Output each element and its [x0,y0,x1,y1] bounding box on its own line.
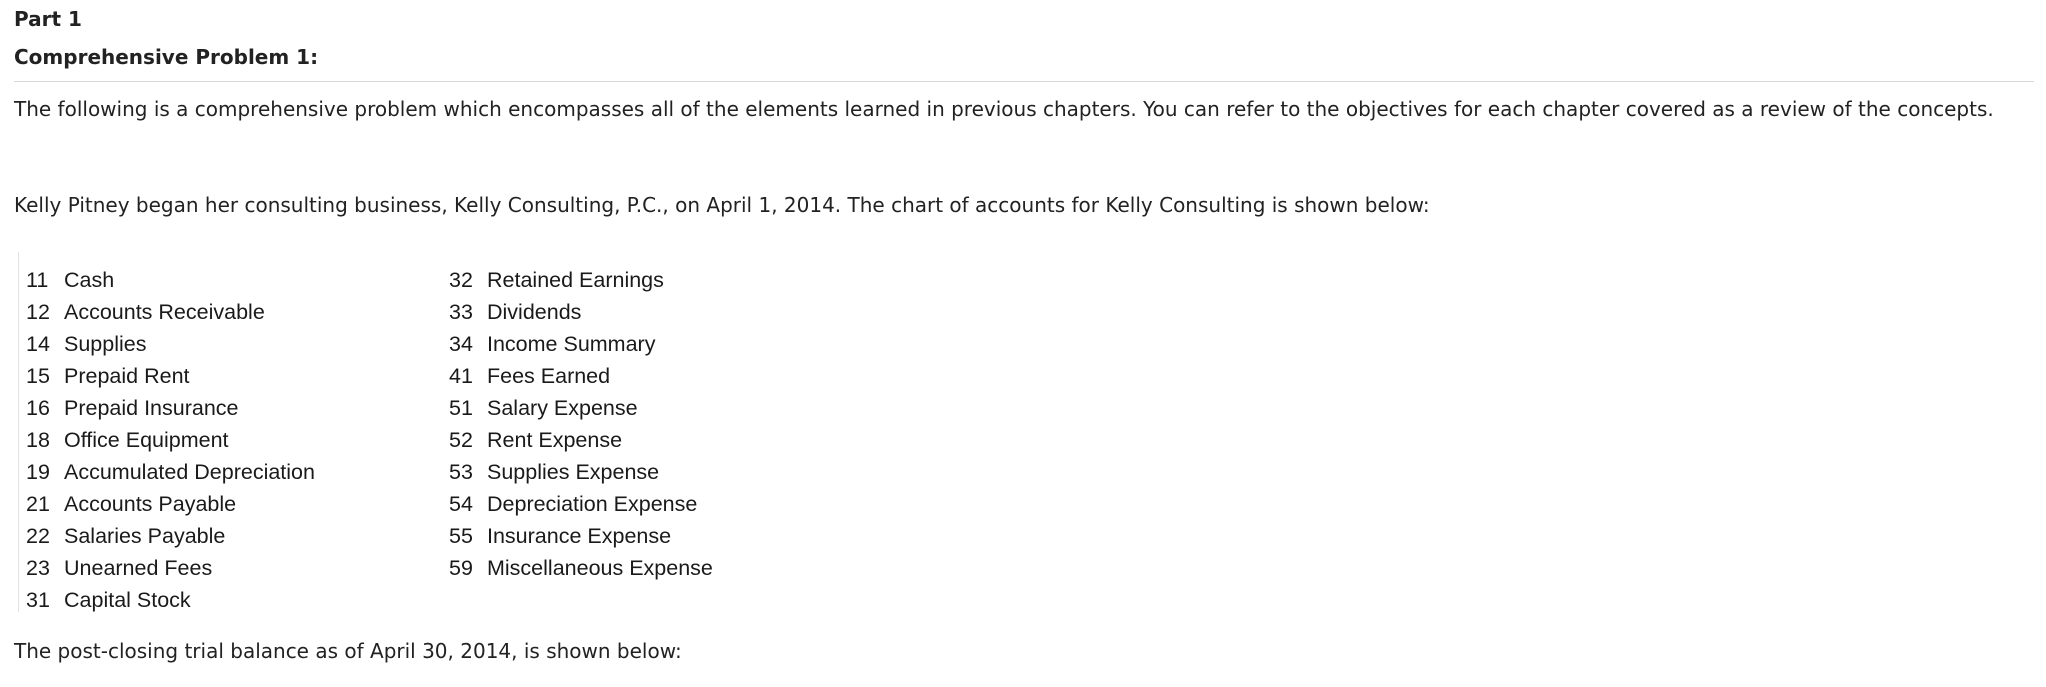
account-name: Unearned Fees [64,556,213,580]
account-name: Office Equipment [64,428,229,452]
account-name: Insurance Expense [487,524,672,548]
account-row [449,520,713,552]
account-number: 54 [449,492,473,516]
business-text: Kelly Pitney began her consulting business, Kelly Consulting, P.C., on April 1, 2014. The chart of accounts for Kelly Consulting is shown below: [14,193,1430,217]
account-name: Income Summary [487,332,656,356]
account-number: 15 [26,364,50,388]
account-row [449,328,713,360]
account-number: 33 [449,300,473,324]
account-row [26,424,315,456]
accounts-column-right [449,264,713,584]
account-number: 16 [26,396,50,420]
closing-text: The post-closing trial balance as of April 30, 2014, is shown below: [14,639,682,663]
account-row [449,360,713,392]
account-name: Rent Expense [487,428,623,452]
account-number: 19 [26,460,50,484]
account-row [26,552,315,584]
account-name: Salaries Payable [64,524,226,548]
account-number: 23 [26,556,50,580]
account-row [449,264,713,296]
account-row [26,584,315,616]
account-row [449,424,713,456]
account-name: Salary Expense [487,396,638,420]
account-number: 18 [26,428,50,452]
account-number: 41 [449,364,473,388]
divider [14,81,2034,82]
account-number: 32 [449,268,473,292]
account-number: 12 [26,300,50,324]
account-number: 59 [449,556,473,580]
business-paragraph [14,186,2034,224]
account-name: Accounts Payable [64,492,237,516]
account-number: 52 [449,428,473,452]
account-number: 22 [26,524,50,548]
account-number: 11 [26,268,49,292]
account-number: 55 [449,524,473,548]
account-name: Retained Earnings [487,268,664,292]
account-name: Supplies Expense [487,460,660,484]
account-row [26,264,315,296]
account-number: 14 [26,332,50,356]
account-name: Depreciation Expense [487,492,698,516]
account-row [26,520,315,552]
account-row [26,488,315,520]
account-name: Supplies [64,332,147,356]
intro-text: The following is a comprehensive problem which encompasses all of the elements learned in previous chapters. You can refer to the objectives for each chapter covered as a review of the concepts. [14,97,1994,121]
account-name: Dividends [487,300,582,324]
account-row [449,456,713,488]
account-row [26,360,315,392]
closing-paragraph [14,632,2034,670]
problem-page [14,6,2034,663]
account-number: 34 [449,332,473,356]
account-row [26,296,315,328]
account-name: Prepaid Insurance [64,396,239,420]
account-name: Accumulated Depreciation [64,460,315,484]
account-number: 53 [449,460,473,484]
account-row [449,392,713,424]
account-row [449,488,713,520]
chart-border [18,252,19,612]
account-name: Prepaid Rent [64,364,190,388]
account-name: Cash [64,268,115,292]
account-name: Accounts Receivable [64,300,265,324]
account-row [449,552,713,584]
account-name: Fees Earned [487,364,611,388]
accounts-column-left [26,264,315,616]
account-name: Capital Stock [64,588,191,612]
account-row [26,456,315,488]
account-row [26,392,315,424]
account-row [26,328,315,360]
account-number: 31 [26,588,50,612]
account-name: Miscellaneous Expense [487,556,713,580]
part-heading: Part 1 [14,7,82,31]
account-number: 51 [449,396,473,420]
account-number: 21 [26,492,50,516]
problem-heading: Comprehensive Problem 1: [14,45,319,69]
account-row [449,296,713,328]
intro-paragraph [14,90,2034,128]
